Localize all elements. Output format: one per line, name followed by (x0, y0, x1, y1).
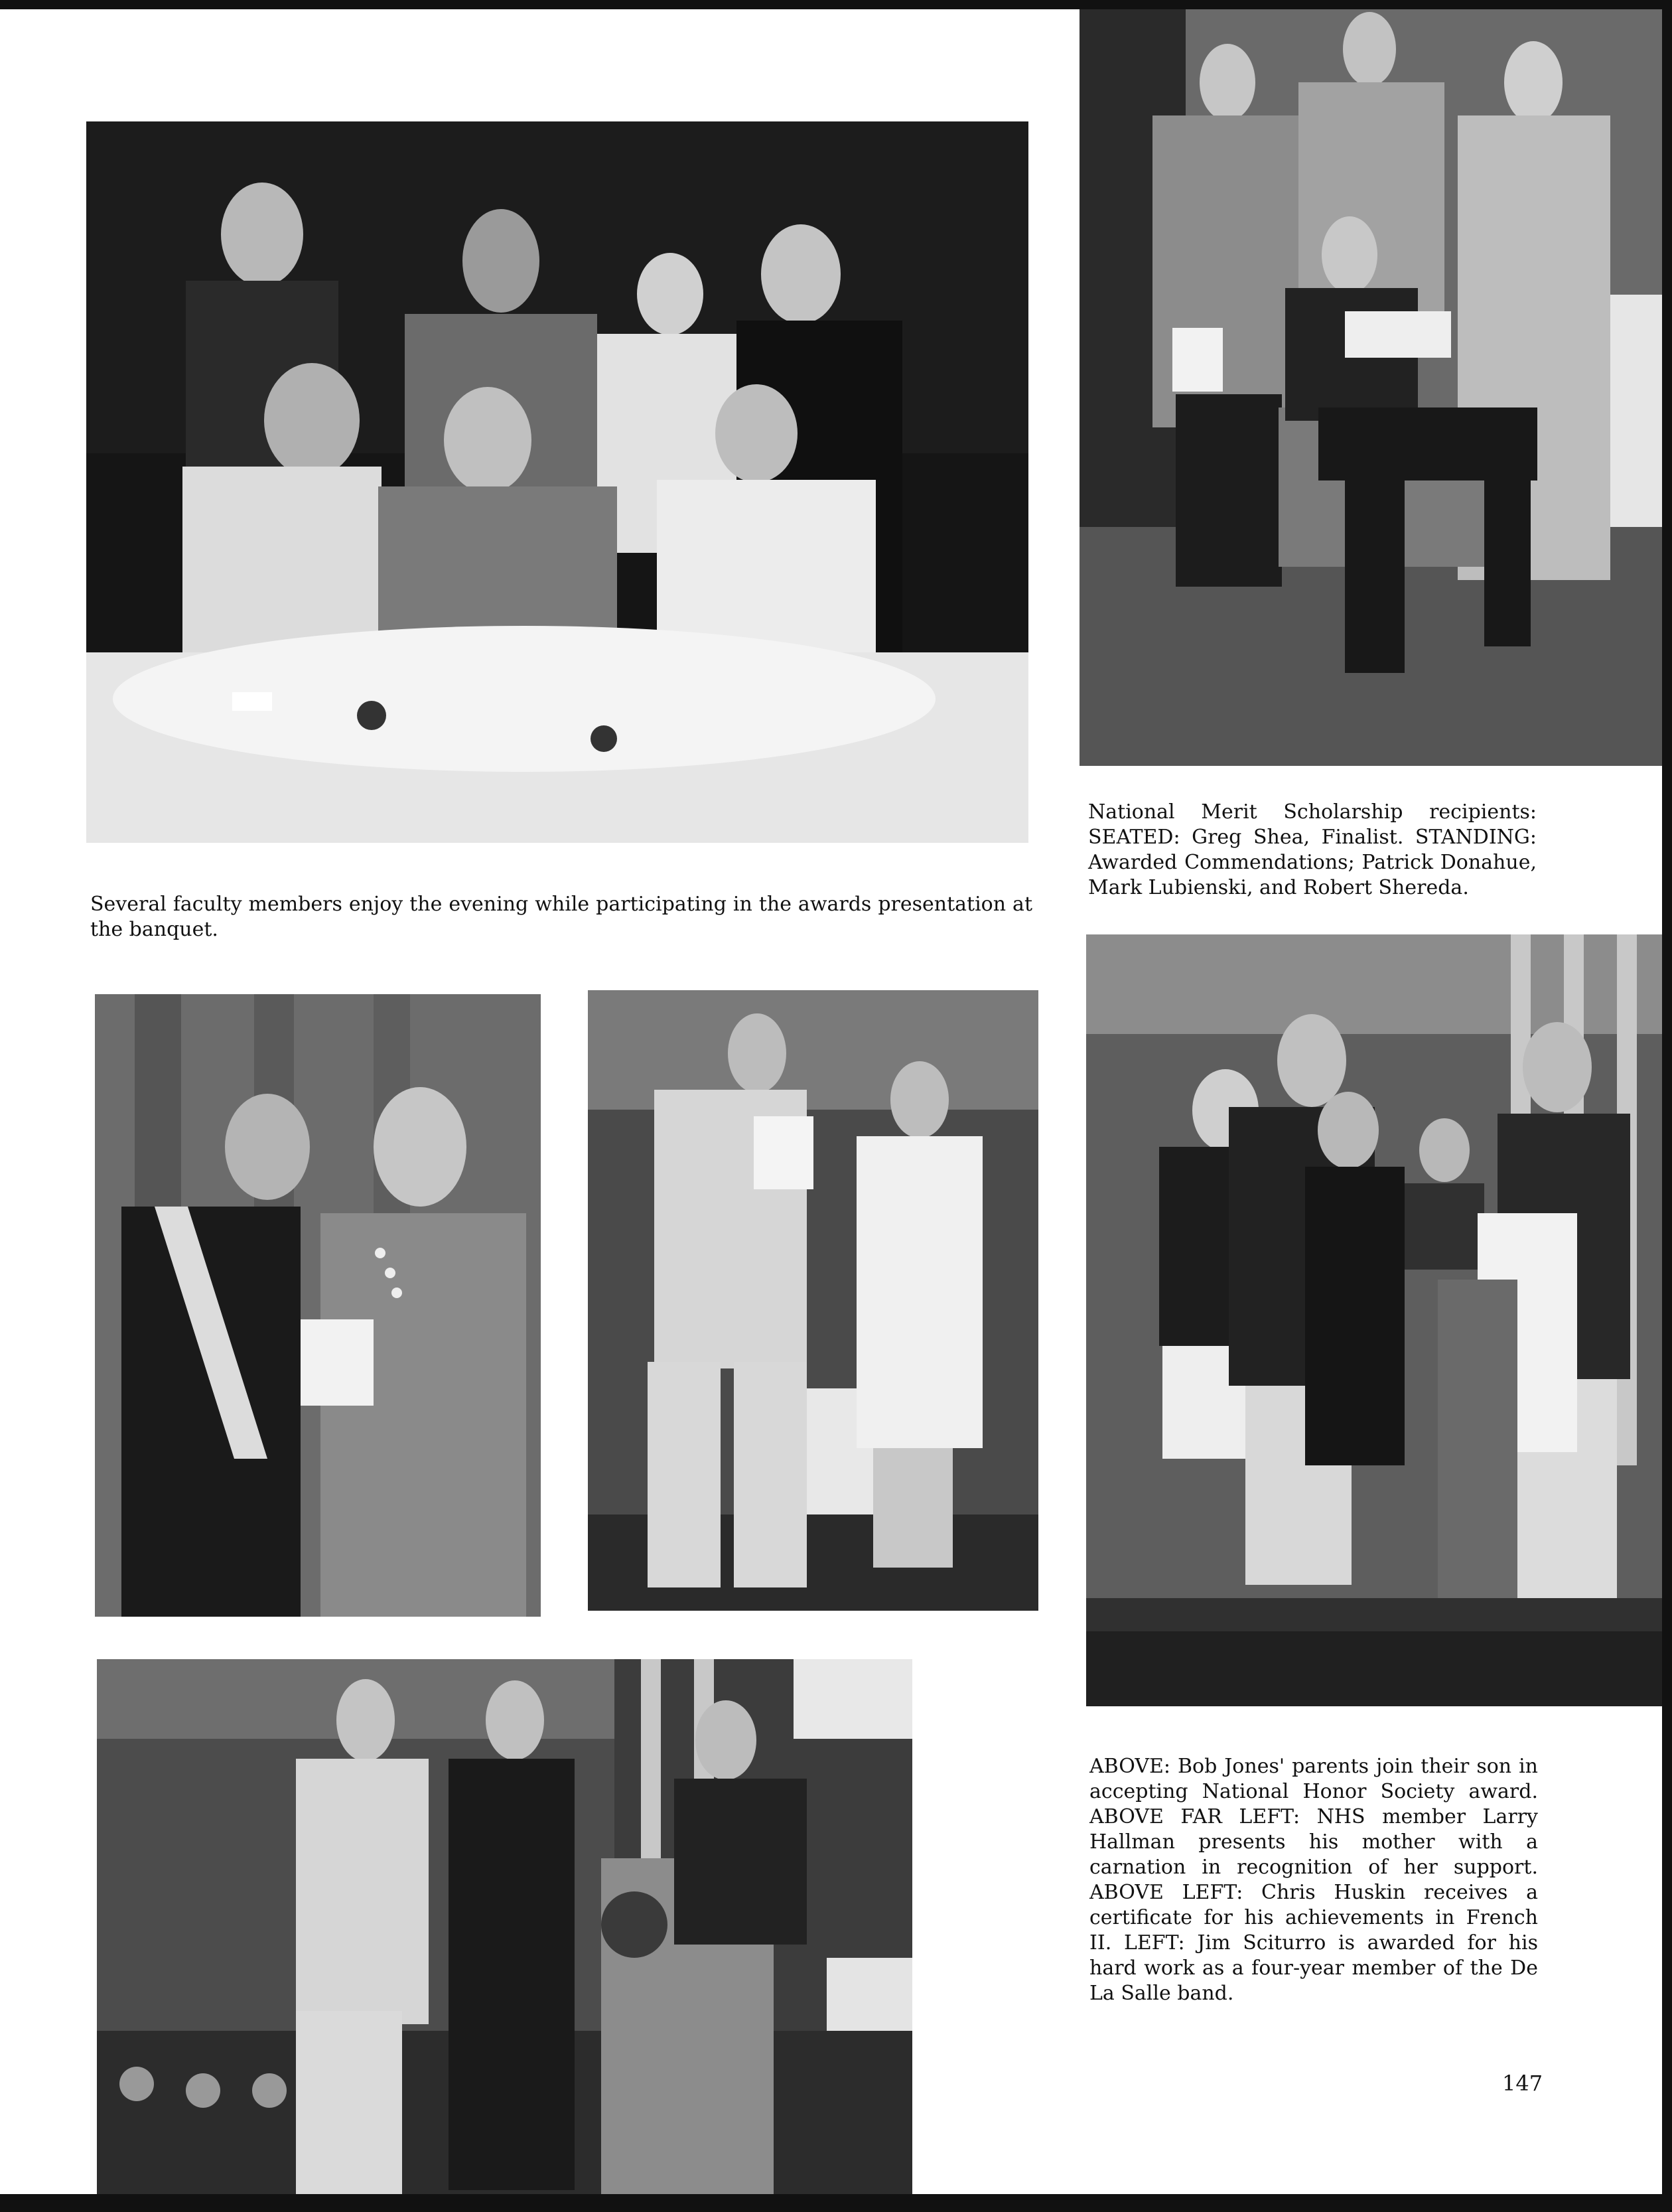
faculty-banquet-photo (86, 121, 1028, 843)
scan-border-bottom (0, 2194, 1672, 2212)
jones-nhs-award-photo (1086, 934, 1662, 1706)
huskin-certificate-photo (588, 990, 1038, 1611)
scan-border-top (0, 0, 1672, 9)
sciturro-band-award-photo (97, 1659, 912, 2194)
scan-border-right (1662, 0, 1672, 2212)
faculty-photo-caption: Several faculty members enjoy the evening while participating in the awards presentation at the banquet. (90, 893, 1032, 941)
merit-photo-caption: National Merit Scholarship recipients: SEATED: Greg Shea, Finalist. STANDING: Awarded Commendations; Patrick Donahue, Mark Lubienski, and Robert Shereda. (1088, 800, 1537, 899)
merit-scholars-photo (1080, 9, 1662, 766)
awards-photos-caption: ABOVE: Bob Jones' parents join their son in accepting National Honor Society award. ABOVE FAR LEFT: NHS member Larry Hallman presents his mother with a carnation in recognition of her support. ABOVE LEFT: Chris Huskin receives a certificate for his achievements in French II. LEFT: Jim Sciturro is awarded for his hard work as a four-year member of the De La Salle band. (1089, 1755, 1538, 2005)
hallman-carnation-photo (95, 994, 541, 1617)
page-number: 147 (1502, 2071, 1543, 2096)
